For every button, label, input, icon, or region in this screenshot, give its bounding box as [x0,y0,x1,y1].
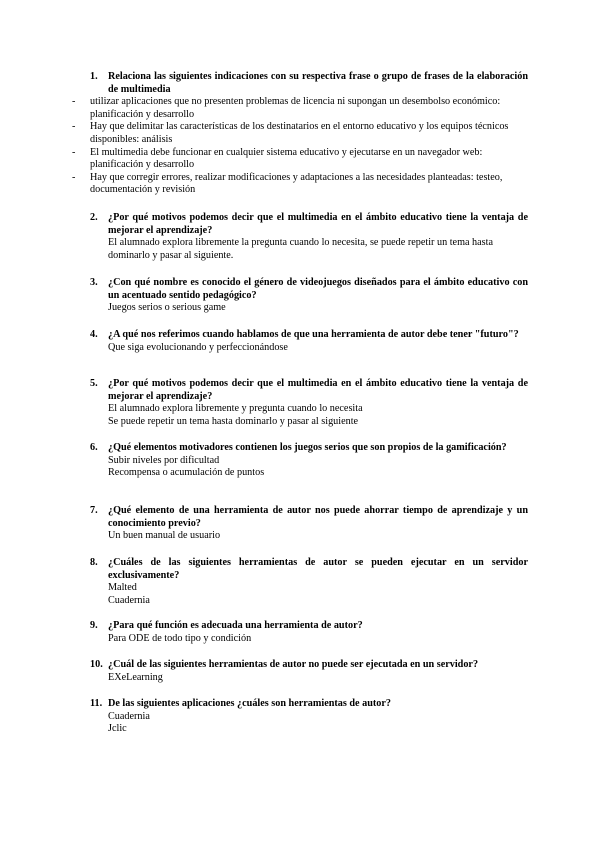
question-1 [72,71,528,197]
question-text: ¿Qué elementos motivadores contienen los juegos serios que son propios de la gamificación? [108,442,507,453]
answer-text: Recompensa o acumulación de puntos [108,467,265,479]
answer-text: El alumnado explora libremente y pregunta cuando lo necesita [108,403,363,415]
question-number: 5. [90,378,98,389]
bullet-marker: - [72,96,76,108]
question-number: 9. [90,620,98,631]
bullet-marker: - [72,146,76,158]
question-text: ¿Para qué función es adecuada una herramienta de autor? [108,620,363,631]
bullet-marker: - [72,121,76,133]
question-text: ¿Qué elemento de una herramienta de autor nos puede ahorrar tiempo de aprendizaje y un conocimiento previo? [108,505,528,529]
bullet-text: Hay que delimitar las características de los destinatarios en el entorno educativo y los equipos técnicos disponibles: análisis [90,121,509,145]
question-number: 8. [90,557,98,568]
question-number: 11. [90,698,103,709]
question-number: 7. [90,505,98,516]
question-7 [90,505,528,543]
question-text: ¿Por qué motivos podemos decir que el multimedia en el ámbito educativo tiene la ventaja de mejorar el aprendizaje? [108,212,528,236]
bullet-item [72,147,528,172]
answer-text: Para ODE de todo tipo y condición [108,632,252,644]
question-number: 6. [90,442,98,453]
bullet-text: utilizar aplicaciones que no presenten problemas de licencia ni supongan un desembolso económico: planificación y desarrollo [90,96,501,120]
question-number: 2. [90,212,98,223]
question-9 [90,620,528,645]
question-text: De las siguientes aplicaciones ¿cuáles son herramientas de autor? [108,698,391,709]
question-3 [90,277,528,315]
bullet-text: Hay que corregir errores, realizar modificaciones y adaptaciones a las necesidades planteadas: testeo, documentación y revisión [90,171,503,196]
question-number: 1. [90,71,98,82]
question-6 [90,442,528,480]
answer-text: Se puede repetir un tema hasta dominarlo y pasar al siguiente [108,415,359,427]
answer-text: Jclic [108,723,127,735]
question-number: 10. [90,659,103,670]
question-number: 4. [90,329,98,340]
question-text: Relaciona las siguientes indicaciones con su respectiva frase o grupo de frases de la elaboración de multimedia [108,71,528,95]
question-5 [90,378,528,428]
question-4 [90,329,528,354]
answer-text: EXeLearning [108,671,163,683]
answer-text: Que siga evolucionando y perfeccionándose [108,341,288,353]
answer-text: Cuadernia [108,710,150,722]
answer-text: Juegos serios o serious game [108,302,226,314]
bullet-item [72,172,528,197]
answer-text: Malted [108,582,137,594]
question-text: ¿A qué nos referimos cuando hablamos de que una herramienta de autor debe tener "futuro"? [108,329,519,340]
question-2 [90,212,528,262]
question-number: 3. [90,277,98,288]
question-11 [90,698,528,736]
bullet-item [72,96,528,121]
answer-text: Subir niveles por dificultad [108,454,220,466]
question-10 [90,659,528,684]
question-text: ¿Con qué nombre es conocido el género de videojuegos diseñados para el ámbito educativo con un acentuado sentido pedagógico? [108,277,528,301]
answer-text: Un buen manual de usuario [108,530,221,542]
bullet-item [72,121,528,146]
question-8 [90,557,528,607]
bullet-text: El multimedia debe funcionar en cualquier sistema educativo y ejecutarse en un navegador web: planificación y desarrollo [90,146,483,171]
answer-text: El alumnado explora libremente la pregunta cuando lo necesita, se puede repetir un tema hasta dominarlo y pasar al siguiente. [108,237,493,261]
answer-text: Cuadernia [108,594,150,606]
question-text: ¿Cuáles de las siguientes herramientas de autor se pueden ejecutar en un servidor exclusivamente? [108,557,528,581]
question-text: ¿Por qué motivos podemos decir que el multimedia en el ámbito educativo tiene la ventaja de mejorar el aprendizaje? [108,378,528,402]
question-text: ¿Cuál de las siguientes herramientas de autor no puede ser ejecutada en un servidor? [108,659,479,670]
bullet-marker: - [72,171,76,183]
